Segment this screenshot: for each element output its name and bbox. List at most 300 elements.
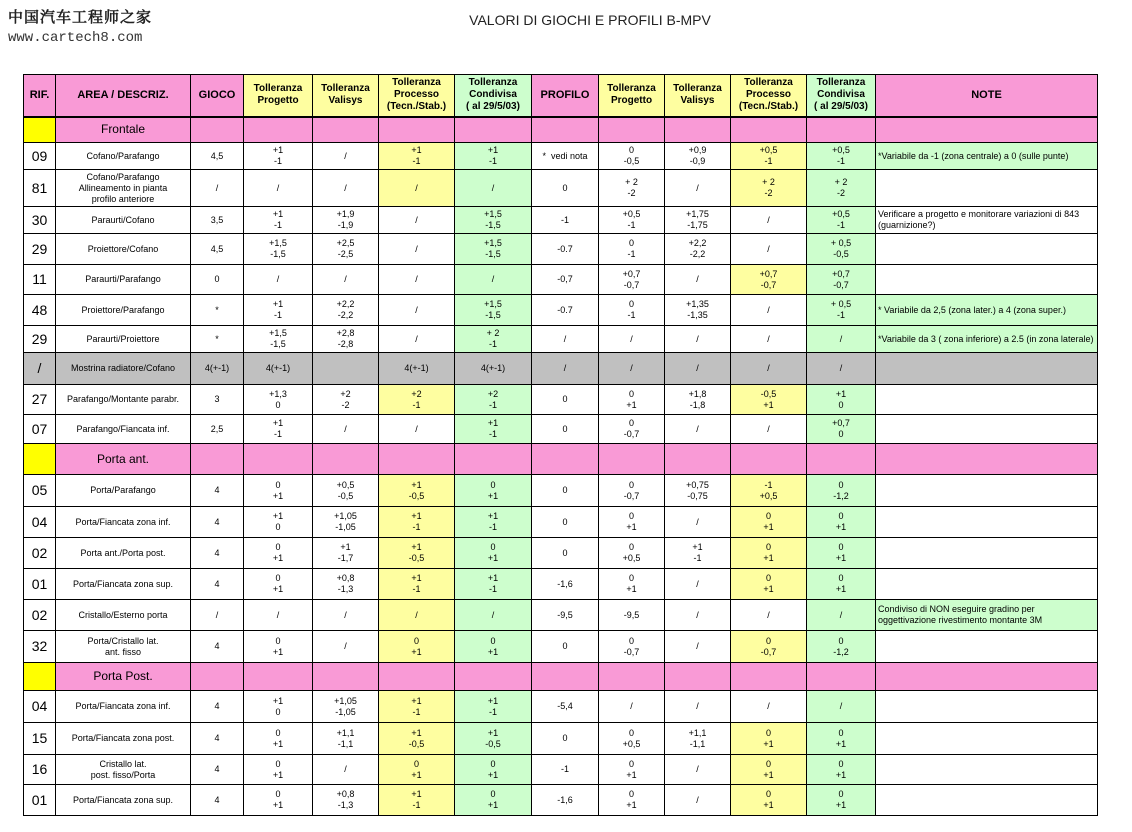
section-filler-cell [731,117,807,143]
table-row [24,353,1098,385]
gioco-tol-condivisa-cell: 0 +1 [455,631,532,663]
profilo-tol-processo-cell: 0 +1 [731,569,807,600]
profilo-tol-progetto-cell: 0 +0,5 [599,538,665,569]
profilo-cell: -0.7 [532,234,599,265]
table-row [24,569,1098,600]
profilo-tol-condivisa-cell: +0,5 -1 [807,207,876,234]
section-title: Porta ant. [56,444,191,475]
rif-cell: 05 [24,475,56,507]
section-filler-cell [191,117,244,143]
area-cell: Cofano/Parafango Allineamento in pianta profilo anteriore [56,170,191,207]
profilo-tol-progetto-cell: 0 +1 [599,755,665,785]
note-cell: *Variabile da 3 ( zona inferiore) a 2.5 (in zona laterale) [876,326,1098,353]
section-title: Frontale [56,117,191,143]
profilo-tol-condivisa-cell: 0 +1 [807,507,876,538]
rif-cell: 09 [24,143,56,170]
profilo-tol-valisys-cell: +1,35 -1,35 [665,295,731,326]
section-filler-cell [665,444,731,475]
note-cell: *Variabile da -1 (zona centrale) a 0 (sulle punte) [876,143,1098,170]
gioco-tol-condivisa-cell: +1 -0,5 [455,723,532,755]
profilo-tol-progetto-cell: 0 -0,5 [599,143,665,170]
note-cell [876,755,1098,785]
gioco-tol-processo-cell: 0 +1 [379,631,455,663]
gioco-tol-valisys-cell: +1 -1,7 [313,538,379,569]
profilo-tol-valisys-cell: +2,2 -2,2 [665,234,731,265]
rif-cell: 11 [24,265,56,295]
section-filler-cell [191,444,244,475]
section-header-row [24,663,1098,691]
section-filler-cell [876,444,1098,475]
gioco-tol-progetto-cell: +1 -1 [244,207,313,234]
table-row [24,723,1098,755]
note-cell [876,507,1098,538]
header-gioco-tol-condivisa: Tolleranza Condivisa ( al 29/5/03) [455,75,532,117]
watermark-logo: 中国汽车工程师之家 [8,8,153,26]
area-cell: Porta/Fiancata zona sup. [56,569,191,600]
profilo-tol-progetto-cell: 0 +1 [599,569,665,600]
area-cell: Porta ant./Porta post. [56,538,191,569]
area-cell: Proiettore/Cofano [56,234,191,265]
table-row [24,415,1098,444]
table-row [24,600,1098,631]
gioco-tol-valisys-cell: +1,9 -1,9 [313,207,379,234]
note-cell [876,569,1098,600]
gioco-tol-valisys-cell: / [313,755,379,785]
gioco-cell: 4 [191,475,244,507]
gioco-cell: 4 [191,691,244,723]
section-filler-cell [807,444,876,475]
gioco-tol-valisys-cell: +2,5 -2,5 [313,234,379,265]
profilo-cell: 0 [532,723,599,755]
table-row [24,785,1098,816]
section-filler-cell [244,117,313,143]
profilo-tol-valisys-cell: / [665,691,731,723]
area-cell: Porta/Parafango [56,475,191,507]
tolerance-table [23,74,1098,816]
gioco-tol-processo-cell: / [379,170,455,207]
profilo-tol-valisys-cell: / [665,353,731,385]
table-row [24,170,1098,207]
profilo-tol-condivisa-cell: + 0,5 -0,5 [807,234,876,265]
section-header-row [24,444,1098,475]
profilo-tol-progetto-cell: 0 +1 [599,385,665,415]
gioco-tol-condivisa-cell: 0 +1 [455,785,532,816]
table-row [24,295,1098,326]
area-cell: Parafango/Montante parabr. [56,385,191,415]
profilo-tol-progetto-cell: 0 -0,7 [599,475,665,507]
rif-cell: 02 [24,600,56,631]
table-row [24,631,1098,663]
table-row [24,234,1098,265]
gioco-tol-processo-cell: +1 -0,5 [379,475,455,507]
rif-cell: 04 [24,507,56,538]
section-filler-cell [313,663,379,691]
profilo-tol-valisys-cell: / [665,326,731,353]
gioco-tol-condivisa-cell: +1 -1 [455,507,532,538]
header-gioco-tol-progetto: Tolleranza Progetto [244,75,313,117]
profilo-tol-processo-cell: / [731,234,807,265]
rif-cell: 07 [24,415,56,444]
header-profilo-tol-condivisa: Tolleranza Condivisa ( al 29/5/03) [807,75,876,117]
profilo-tol-processo-cell: +0,7 -0,7 [731,265,807,295]
header-rif: RIF. [24,75,56,117]
rif-cell: / [24,353,56,385]
section-marker [24,117,56,143]
section-filler-cell [455,444,532,475]
note-cell [876,385,1098,415]
profilo-tol-condivisa-cell: + 0,5 -1 [807,295,876,326]
table-row [24,475,1098,507]
gioco-tol-valisys-cell: +2,2 -2,2 [313,295,379,326]
profilo-tol-progetto-cell: / [599,353,665,385]
table-row [24,385,1098,415]
gioco-tol-valisys-cell: / [313,631,379,663]
gioco-tol-valisys-cell: +1,05 -1,05 [313,691,379,723]
section-marker [24,663,56,691]
profilo-tol-valisys-cell: / [665,507,731,538]
profilo-cell: / [532,353,599,385]
section-filler-cell [807,117,876,143]
gioco-tol-progetto-cell: +1 0 [244,691,313,723]
note-cell [876,723,1098,755]
profilo-tol-processo-cell: 0 +1 [731,507,807,538]
profilo-tol-condivisa-cell: + 2 -2 [807,170,876,207]
profilo-tol-valisys-cell: / [665,755,731,785]
profilo-cell: -1,6 [532,785,599,816]
gioco-tol-processo-cell: +1 -1 [379,785,455,816]
rif-cell: 30 [24,207,56,234]
rif-cell: 01 [24,569,56,600]
profilo-cell: -5,4 [532,691,599,723]
section-filler-cell [876,663,1098,691]
header-profilo-tol-progetto: Tolleranza Progetto [599,75,665,117]
gioco-tol-valisys-cell: +1,05 -1,05 [313,507,379,538]
profilo-tol-processo-cell: 0 +1 [731,785,807,816]
gioco-cell: 4,5 [191,234,244,265]
header-area: AREA / DESCRIZ. [56,75,191,117]
profilo-tol-processo-cell: / [731,415,807,444]
gioco-tol-condivisa-cell: / [455,600,532,631]
table-row [24,507,1098,538]
gioco-tol-processo-cell: +1 -1 [379,143,455,170]
gioco-tol-progetto-cell: +1 0 [244,507,313,538]
gioco-tol-progetto-cell: +1,5 -1,5 [244,326,313,353]
area-cell: Porta/Fiancata zona inf. [56,507,191,538]
gioco-tol-condivisa-cell: +1,5 -1,5 [455,234,532,265]
note-cell [876,785,1098,816]
area-cell: Paraurti/Proiettore [56,326,191,353]
profilo-tol-progetto-cell: 0 +1 [599,507,665,538]
gioco-tol-valisys-cell: +2 -2 [313,385,379,415]
gioco-tol-processo-cell: +1 -1 [379,569,455,600]
section-filler-cell [599,663,665,691]
profilo-tol-progetto-cell: 0 +1 [599,785,665,816]
section-filler-cell [731,444,807,475]
area-cell: Porta/Cristallo lat. ant. fisso [56,631,191,663]
section-filler-cell [244,663,313,691]
section-filler-cell [313,117,379,143]
gioco-tol-valisys-cell: / [313,600,379,631]
rif-cell: 27 [24,385,56,415]
profilo-tol-condivisa-cell: 0 +1 [807,538,876,569]
note-cell [876,265,1098,295]
profilo-tol-condivisa-cell: / [807,600,876,631]
profilo-tol-condivisa-cell: +0,5 -1 [807,143,876,170]
profilo-tol-condivisa-cell: 0 +1 [807,755,876,785]
gioco-tol-processo-cell: +1 -1 [379,507,455,538]
gioco-tol-condivisa-cell: +1 -1 [455,143,532,170]
note-cell: Verificare a progetto e monitorare variazioni di 843 (guarnizione?) [876,207,1098,234]
gioco-tol-progetto-cell: +1 -1 [244,143,313,170]
rif-cell: 29 [24,326,56,353]
area-cell: Porta/Fiancata zona inf. [56,691,191,723]
gioco-cell: 4(+-1) [191,353,244,385]
section-header-row [24,117,1098,143]
profilo-tol-processo-cell: 0 +1 [731,723,807,755]
table-row [24,143,1098,170]
note-cell [876,170,1098,207]
header-profilo: PROFILO [532,75,599,117]
area-cell: Porta/Fiancata zona post. [56,723,191,755]
profilo-tol-progetto-cell: 0 -0,7 [599,631,665,663]
profilo-tol-valisys-cell: +1,8 -1,8 [665,385,731,415]
profilo-tol-processo-cell: -1 +0,5 [731,475,807,507]
gioco-cell: 2,5 [191,415,244,444]
gioco-tol-processo-cell: / [379,265,455,295]
rif-cell: 01 [24,785,56,816]
header-note: NOTE [876,75,1098,117]
profilo-cell: 0 [532,507,599,538]
profilo-tol-progetto-cell: +0,7 -0,7 [599,265,665,295]
section-filler-cell [599,117,665,143]
gioco-tol-valisys-cell: +2,8 -2,8 [313,326,379,353]
header-gioco-tol-valisys: Tolleranza Valisys [313,75,379,117]
gioco-cell: / [191,170,244,207]
section-marker [24,444,56,475]
gioco-tol-condivisa-cell: +1,5 -1,5 [455,295,532,326]
section-filler-cell [876,117,1098,143]
note-cell [876,475,1098,507]
gioco-tol-progetto-cell: +1 -1 [244,415,313,444]
section-filler-cell [532,663,599,691]
profilo-tol-valisys-cell: +1 -1 [665,538,731,569]
gioco-cell: 4 [191,507,244,538]
gioco-tol-condivisa-cell: / [455,265,532,295]
gioco-tol-processo-cell: +2 -1 [379,385,455,415]
gioco-tol-condivisa-cell: + 2 -1 [455,326,532,353]
gioco-cell: 4 [191,723,244,755]
note-cell: * Variabile da 2,5 (zona later.) a 4 (zona super.) [876,295,1098,326]
gioco-tol-condivisa-cell: 0 +1 [455,475,532,507]
profilo-tol-condivisa-cell: 0 +1 [807,785,876,816]
gioco-cell: * [191,326,244,353]
profilo-tol-progetto-cell: / [599,326,665,353]
profilo-tol-processo-cell: / [731,600,807,631]
profilo-tol-progetto-cell: / [599,691,665,723]
profilo-tol-condivisa-cell: / [807,326,876,353]
rif-cell: 02 [24,538,56,569]
profilo-tol-processo-cell: 0 -0,7 [731,631,807,663]
gioco-cell: 4 [191,631,244,663]
profilo-cell: -0,7 [532,265,599,295]
profilo-tol-condivisa-cell: 0 -1,2 [807,475,876,507]
gioco-tol-progetto-cell: +1 -1 [244,295,313,326]
profilo-cell: / [532,326,599,353]
rif-cell: 81 [24,170,56,207]
note-cell [876,691,1098,723]
profilo-tol-valisys-cell: +1,1 -1,1 [665,723,731,755]
profilo-tol-processo-cell: + 2 -2 [731,170,807,207]
profilo-tol-progetto-cell: 0 +0,5 [599,723,665,755]
profilo-tol-condivisa-cell: +1 0 [807,385,876,415]
gioco-tol-processo-cell: / [379,207,455,234]
gioco-tol-condivisa-cell: 0 +1 [455,755,532,785]
header-profilo-tol-valisys: Tolleranza Valisys [665,75,731,117]
section-filler-cell [807,663,876,691]
gioco-tol-condivisa-cell: +2 -1 [455,385,532,415]
gioco-tol-valisys-cell: / [313,170,379,207]
gioco-tol-condivisa-cell: 4(+-1) [455,353,532,385]
section-filler-cell [665,663,731,691]
gioco-tol-valisys-cell: +0,8 -1,3 [313,785,379,816]
note-cell [876,234,1098,265]
profilo-tol-processo-cell: 0 +1 [731,538,807,569]
profilo-tol-condivisa-cell: +0,7 -0,7 [807,265,876,295]
gioco-tol-progetto-cell: / [244,600,313,631]
area-cell: Porta/Fiancata zona sup. [56,785,191,816]
gioco-tol-condivisa-cell: +1 -1 [455,691,532,723]
gioco-cell: 4 [191,569,244,600]
gioco-cell: 4 [191,755,244,785]
gioco-tol-processo-cell: 4(+-1) [379,353,455,385]
rif-cell: 15 [24,723,56,755]
profilo-tol-processo-cell: 0 +1 [731,755,807,785]
profilo-tol-valisys-cell: / [665,600,731,631]
header-gioco-tol-processo: Tolleranza Processo (Tecn./Stab.) [379,75,455,117]
profilo-tol-condivisa-cell: / [807,353,876,385]
profilo-tol-processo-cell: / [731,691,807,723]
profilo-tol-valisys-cell: +0,75 -0,75 [665,475,731,507]
rif-cell: 29 [24,234,56,265]
gioco-tol-progetto-cell: 0 +1 [244,785,313,816]
section-filler-cell [191,663,244,691]
profilo-tol-progetto-cell: 0 -1 [599,295,665,326]
area-cell: Proiettore/Parafango [56,295,191,326]
section-filler-cell [455,663,532,691]
gioco-tol-progetto-cell: 0 +1 [244,569,313,600]
profilo-tol-valisys-cell: / [665,569,731,600]
gioco-tol-condivisa-cell: +1,5 -1,5 [455,207,532,234]
note-cell [876,353,1098,385]
profilo-tol-progetto-cell: -9,5 [599,600,665,631]
section-filler-cell [379,117,455,143]
gioco-tol-progetto-cell: +1,3 0 [244,385,313,415]
area-cell: Cristallo/Esterno porta [56,600,191,631]
table-row [24,265,1098,295]
profilo-tol-valisys-cell: +0,9 -0,9 [665,143,731,170]
profilo-tol-condivisa-cell: +0,7 0 [807,415,876,444]
profilo-tol-progetto-cell: +0,5 -1 [599,207,665,234]
gioco-tol-progetto-cell: 4(+-1) [244,353,313,385]
section-filler-cell [665,117,731,143]
profilo-tol-processo-cell: -0,5 +1 [731,385,807,415]
gioco-tol-valisys-cell: +0,5 -0,5 [313,475,379,507]
gioco-tol-progetto-cell: / [244,265,313,295]
gioco-tol-processo-cell: +1 -0,5 [379,723,455,755]
gioco-cell: 0 [191,265,244,295]
gioco-tol-processo-cell: +1 -1 [379,691,455,723]
gioco-tol-condivisa-cell: / [455,170,532,207]
profilo-tol-processo-cell: / [731,326,807,353]
gioco-tol-progetto-cell: 0 +1 [244,631,313,663]
section-filler-cell [731,663,807,691]
profilo-cell: -9,5 [532,600,599,631]
gioco-tol-progetto-cell: +1,5 -1,5 [244,234,313,265]
profilo-cell: 0 [532,631,599,663]
section-filler-cell [599,444,665,475]
gioco-cell: 4 [191,538,244,569]
area-cell: Paraurti/Parafango [56,265,191,295]
area-cell: Mostrina radiatore/Cofano [56,353,191,385]
header-gioco: GIOCO [191,75,244,117]
gioco-tol-valisys-cell [313,353,379,385]
area-cell: Cofano/Parafango [56,143,191,170]
gioco-cell: * [191,295,244,326]
gioco-tol-processo-cell: / [379,415,455,444]
profilo-tol-condivisa-cell: 0 +1 [807,723,876,755]
profilo-cell: * vedi nota [532,143,599,170]
gioco-tol-condivisa-cell: +1 -1 [455,569,532,600]
profilo-tol-processo-cell: / [731,353,807,385]
section-title: Porta Post. [56,663,191,691]
gioco-tol-condivisa-cell: 0 +1 [455,538,532,569]
area-cell: Cristallo lat. post. fisso/Porta [56,755,191,785]
profilo-cell: -1 [532,207,599,234]
watermark-url: www.cartech8.com [8,30,143,46]
profilo-cell: 0 [532,385,599,415]
section-filler-cell [379,444,455,475]
area-cell: Paraurti/Cofano [56,207,191,234]
note-cell [876,415,1098,444]
gioco-tol-processo-cell: / [379,295,455,326]
profilo-tol-condivisa-cell: / [807,691,876,723]
section-filler-cell [244,444,313,475]
gioco-tol-processo-cell: / [379,600,455,631]
gioco-tol-valisys-cell: / [313,143,379,170]
table-row [24,691,1098,723]
profilo-cell: -1,6 [532,569,599,600]
gioco-cell: / [191,600,244,631]
profilo-tol-valisys-cell: / [665,785,731,816]
profilo-cell: 0 [532,170,599,207]
table-row [24,538,1098,569]
rif-cell: 48 [24,295,56,326]
gioco-tol-valisys-cell: +0,8 -1,3 [313,569,379,600]
profilo-tol-valisys-cell: / [665,415,731,444]
section-filler-cell [532,117,599,143]
profilo-cell: -1 [532,755,599,785]
section-filler-cell [455,117,532,143]
profilo-tol-progetto-cell: 0 -1 [599,234,665,265]
gioco-tol-processo-cell: / [379,326,455,353]
profilo-tol-valisys-cell: / [665,631,731,663]
section-filler-cell [532,444,599,475]
table-row [24,326,1098,353]
gioco-tol-progetto-cell: / [244,170,313,207]
profilo-tol-condivisa-cell: 0 -1,2 [807,631,876,663]
note-cell: Condiviso di NON eseguire gradino per oggettivazione rivestimento montante 3M [876,600,1098,631]
profilo-tol-valisys-cell: / [665,170,731,207]
